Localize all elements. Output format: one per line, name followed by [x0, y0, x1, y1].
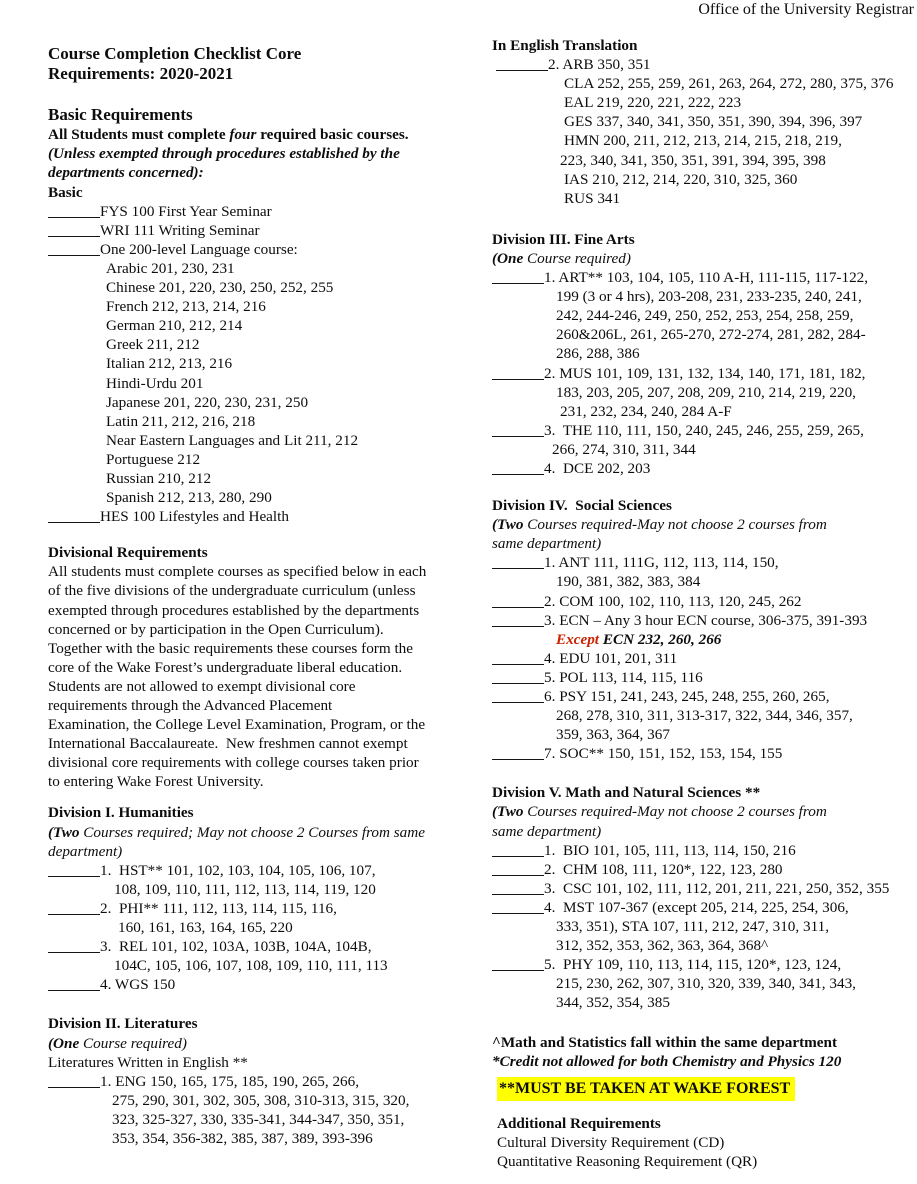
text-run: HMN 200, 211, 212, 213, 214, 215, 218, 219,	[564, 132, 842, 150]
blank-fill-line	[492, 746, 544, 760]
blank-fill-line	[492, 900, 544, 914]
text-line	[48, 803, 472, 822]
text-run: WRI 111 Writing Seminar	[100, 221, 260, 239]
text-run: 7. SOC** 150, 151, 152, 153, 154, 155	[544, 745, 783, 763]
text-line	[48, 354, 472, 373]
text-run: Division V. Math and Natural Sciences **	[492, 784, 761, 802]
text-line	[492, 630, 917, 649]
text-line	[492, 802, 917, 821]
text-run: All Students must complete	[48, 126, 230, 144]
text-line	[48, 202, 472, 221]
text-line	[492, 268, 917, 287]
text-run: 1. ANT 111, 111G, 112, 113, 114, 150,	[544, 554, 779, 572]
text-line	[48, 1053, 472, 1072]
text-run: Russian 210, 212	[106, 469, 212, 487]
text-line	[492, 725, 917, 744]
blank-fill-line	[492, 461, 544, 475]
text-run: 1. BIO 101, 105, 111, 113, 114, 150, 216	[544, 841, 796, 859]
text-run: 215, 230, 262, 307, 310, 320, 339, 340, 341, 343,	[556, 975, 856, 993]
text-run: 6. PSY 151, 241, 243, 245, 248, 255, 260, 265,	[544, 688, 830, 705]
text-run: 5. POL 113, 114, 115, 116	[544, 668, 703, 686]
text-line	[492, 955, 917, 974]
text-run: Basic	[48, 183, 83, 201]
text-line	[492, 860, 917, 879]
text-line	[48, 278, 472, 297]
text-run: In English Translation	[492, 37, 638, 54]
text-line	[48, 696, 472, 715]
text-run: 312, 352, 353, 362, 363, 364, 368^	[556, 937, 769, 955]
text-run: Course Completion Checklist Core	[48, 44, 302, 63]
text-line	[492, 74, 917, 93]
text-run: 260&206L, 261, 265-270, 272-274, 281, 282, 284-	[556, 326, 866, 344]
text-line	[492, 649, 917, 668]
text-line	[492, 421, 917, 440]
text-line	[48, 861, 472, 880]
text-run: ^Math and Statistics fall within the same department	[492, 1033, 838, 1051]
text-line	[492, 287, 917, 306]
text-line	[492, 151, 917, 170]
text-line	[492, 534, 917, 553]
blank-fill-line	[492, 689, 544, 703]
text-run: (Two	[492, 516, 524, 534]
text-run: ECN 232, 260, 266	[599, 630, 722, 648]
text-run: German 210, 212, 214	[106, 317, 243, 335]
text-line	[48, 823, 472, 842]
text-run: (One	[48, 1034, 80, 1052]
blank-fill-line	[492, 651, 544, 665]
blank-fill-line	[492, 555, 544, 569]
text-line	[48, 880, 472, 899]
left-column	[48, 44, 472, 1148]
division-4-social-sciences	[492, 496, 917, 763]
text-line	[48, 144, 472, 163]
text-line	[492, 706, 917, 725]
text-line	[48, 431, 472, 450]
text-run: Division II. Literatures	[48, 1015, 198, 1033]
text-line	[48, 772, 472, 791]
text-run: 2. CHM 108, 111, 120*, 122, 123, 280	[544, 860, 783, 878]
text-line	[48, 1034, 472, 1053]
text-line	[48, 543, 472, 562]
text-line	[492, 131, 917, 150]
text-run: 2. MUS 101, 109, 131, 132, 134, 140, 171, 181, 182,	[544, 364, 866, 382]
text-line	[48, 44, 472, 64]
text-run: Chinese 201, 220, 230, 250, 252, 255	[106, 279, 334, 297]
text-run: EAL 219, 220, 221, 222, 223	[564, 94, 742, 112]
text-line	[48, 469, 472, 488]
text-line	[48, 488, 472, 507]
division-5-math-natural-sciences	[492, 783, 917, 1012]
text-line	[48, 412, 472, 431]
text-run: (Two	[48, 823, 80, 841]
text-run: Examination, the College Level Examination, Program, or the	[48, 716, 426, 734]
text-run: HES 100 Lifestyles and Health	[100, 508, 289, 526]
text-line	[48, 507, 472, 526]
text-run: Except	[556, 630, 600, 648]
blank-fill-line	[48, 863, 100, 877]
blank-fill-line	[492, 881, 544, 895]
text-line	[48, 105, 472, 125]
text-run: 286, 288, 386	[556, 345, 640, 363]
text-run: exempted through procedures established by the departments	[48, 601, 420, 619]
text-line	[48, 1014, 472, 1033]
text-line	[492, 249, 917, 268]
text-run: Arabic 201, 230, 231	[106, 259, 235, 277]
text-run: Additional Requirements	[497, 1114, 661, 1132]
text-line	[48, 221, 472, 240]
text-line	[492, 1052, 917, 1071]
text-run: Basic Requirements	[48, 105, 193, 125]
text-run: 4. MST 107-367 (except 205, 214, 225, 254, 306,	[544, 898, 849, 916]
text-run: (One	[492, 249, 524, 267]
basic-requirements-section	[48, 105, 472, 526]
text-run: FYS 100 First Year Seminar	[100, 202, 272, 220]
text-run: same department)	[492, 535, 602, 553]
text-line	[492, 572, 917, 591]
text-line	[48, 163, 472, 182]
text-line	[48, 335, 472, 354]
text-line	[492, 189, 917, 208]
blank-fill-line	[48, 223, 100, 237]
text-line	[492, 841, 917, 860]
divisional-requirements-section	[48, 543, 472, 791]
text-run: Italian 212, 213, 216	[106, 355, 233, 373]
text-line	[48, 753, 472, 772]
text-run: 4. DCE 202, 203	[544, 459, 651, 477]
blank-fill-line	[492, 670, 544, 684]
text-line	[492, 974, 917, 993]
blank-fill-line	[492, 843, 544, 857]
text-line	[492, 592, 917, 611]
blank-fill-line	[48, 204, 100, 218]
text-line	[48, 64, 472, 84]
blank-fill-line	[492, 594, 544, 608]
text-line	[492, 822, 917, 841]
text-line	[492, 668, 917, 687]
text-run: Hindi-Urdu 201	[106, 374, 204, 392]
text-line	[48, 975, 472, 994]
text-run: 353, 354, 356-382, 385, 387, 389, 393-396	[112, 1129, 373, 1147]
text-run: International Baccalaureate. New freshmen cannot exempt	[48, 735, 408, 753]
text-run: Greek 211, 212	[106, 336, 200, 354]
text-run: to entering Wake Forest University.	[48, 773, 264, 791]
text-run: 199 (3 or 4 hrs), 203-208, 231, 233-235, 240, 241,	[556, 288, 862, 306]
text-line	[492, 230, 917, 249]
text-run: 4. EDU 101, 201, 311	[544, 649, 678, 667]
text-line	[492, 687, 917, 706]
text-line	[48, 842, 472, 861]
text-run: divisional core requirements with college courses taken prior	[48, 754, 419, 772]
text-line	[492, 993, 917, 1012]
text-run: of the five divisions of the undergraduate curriculum (unless	[48, 582, 416, 600]
text-run: 2. COM 100, 102, 110, 113, 120, 245, 262	[544, 592, 802, 610]
text-run: 108, 109, 110, 111, 112, 113, 114, 119, 120	[114, 880, 376, 898]
in-english-translation	[492, 36, 917, 208]
text-line	[492, 1079, 917, 1098]
text-run: All students must complete courses as specified below in each	[48, 563, 427, 581]
text-run: 190, 381, 382, 383, 384	[556, 573, 701, 591]
text-run: Division III. Fine Arts	[492, 230, 635, 248]
text-run: 333, 351), STA 107, 111, 212, 247, 310, 311,	[556, 918, 830, 936]
text-run: 2. ARB 350, 351	[548, 56, 651, 74]
wake-forest-note	[492, 1079, 917, 1098]
text-run: requirements through the Advanced Placement	[48, 697, 333, 714]
text-line	[492, 93, 917, 112]
text-run: 4. WGS 150	[100, 976, 176, 994]
additional-requirements	[492, 1114, 917, 1171]
text-run: core of the Wake Forest’s undergraduate liberal education.	[48, 658, 403, 676]
text-line	[48, 1072, 472, 1091]
text-run: department)	[48, 842, 123, 860]
text-run: Quantitative Reasoning Requirement (QR)	[497, 1152, 758, 1170]
text-run: Near Eastern Languages and Lit 211, 212	[106, 431, 359, 449]
text-line	[48, 658, 472, 677]
text-line	[48, 734, 472, 753]
text-line	[492, 1033, 917, 1052]
blank-fill-line	[48, 939, 100, 953]
text-line	[48, 581, 472, 600]
text-run: RUS 341	[564, 189, 621, 207]
text-run: *Credit not allowed for both Chemistry and Physics 120	[492, 1052, 842, 1070]
text-run: Courses required-May not choose 2 courses from	[523, 803, 827, 821]
text-run: 3. THE 110, 111, 150, 240, 245, 246, 255, 259, 265,	[544, 421, 864, 439]
text-line	[48, 715, 472, 734]
text-line	[492, 170, 917, 189]
document-title	[48, 44, 472, 84]
text-run: Division IV. Social Sciences	[492, 497, 672, 515]
text-line	[48, 1091, 472, 1110]
text-run: required basic courses.	[256, 126, 409, 144]
text-line	[492, 515, 917, 534]
text-run: Requirements: 2020-2021	[48, 64, 234, 84]
text-line	[48, 937, 472, 956]
text-run: 266, 274, 310, 311, 344	[552, 440, 696, 458]
text-run: 242, 244-246, 249, 250, 252, 253, 254, 258, 259,	[556, 307, 854, 325]
text-line	[48, 1110, 472, 1129]
blank-fill-line	[492, 957, 544, 971]
text-run: Courses required; May not choose 2 Courses from same	[79, 823, 425, 841]
text-run: concerned or by participation in the Open Curriculum).	[48, 620, 384, 638]
text-line	[492, 936, 917, 955]
blank-fill-line	[492, 423, 544, 437]
text-run: Courses required-May not choose 2 courses from	[523, 516, 827, 534]
text-line	[492, 36, 917, 55]
text-line	[48, 393, 472, 412]
text-run: Latin 211, 212, 216, 218	[106, 412, 256, 430]
text-run: 275, 290, 301, 302, 305, 308, 310-313, 315, 320,	[112, 1091, 410, 1109]
text-line	[492, 611, 917, 630]
text-line	[48, 240, 472, 259]
text-run: departments concerned):	[48, 164, 204, 182]
text-run: 104C, 105, 106, 107, 108, 109, 110, 111, 113	[114, 957, 388, 975]
footnotes	[492, 1033, 917, 1071]
text-line	[492, 744, 917, 763]
text-line	[48, 918, 472, 937]
blank-fill-line	[48, 1074, 100, 1088]
text-run: Division I. Humanities	[48, 804, 194, 822]
text-line	[48, 450, 472, 469]
text-line	[48, 562, 472, 581]
registrar-header: Office of the University Registrar	[698, 1, 914, 18]
blank-fill-line	[492, 862, 544, 876]
text-run: 1. ENG 150, 165, 175, 185, 190, 265, 266,	[100, 1072, 360, 1090]
text-line	[48, 677, 472, 696]
text-line	[492, 112, 917, 131]
text-line	[492, 1114, 917, 1133]
text-line	[492, 383, 917, 402]
blank-fill-line	[492, 270, 544, 284]
text-run: 183, 203, 205, 207, 208, 209, 210, 214, 219, 220,	[556, 383, 856, 401]
blank-fill-line	[496, 57, 548, 71]
text-line	[48, 639, 472, 658]
text-run: CLA 252, 255, 259, 261, 263, 264, 272, 280, 375, 376	[564, 75, 894, 93]
blank-fill-line	[48, 977, 100, 991]
text-line	[492, 1133, 917, 1152]
text-line	[48, 899, 472, 918]
text-run: (Unless exempted through procedures established by the	[48, 145, 400, 163]
text-line	[48, 125, 472, 144]
text-run: 3. ECN – Any 3 hour ECN course, 306-375, 391-393	[544, 611, 868, 629]
text-line	[492, 402, 917, 421]
blank-fill-line	[48, 242, 100, 256]
text-line	[492, 898, 917, 917]
text-run: 1. ART** 103, 104, 105, 110 A-H, 111-115, 117-122,	[544, 269, 869, 287]
text-line	[492, 459, 917, 478]
text-run: 5. PHY 109, 110, 113, 114, 115, 120*, 123, 124,	[544, 956, 842, 974]
text-run: same department)	[492, 822, 602, 840]
text-run: Spanish 212, 213, 280, 290	[106, 489, 272, 507]
text-line	[492, 496, 917, 515]
blank-fill-line	[492, 613, 544, 627]
text-run: 344, 352, 354, 385	[556, 994, 670, 1012]
text-line	[492, 1152, 917, 1171]
text-run: Japanese 201, 220, 230, 231, 250	[106, 393, 309, 411]
highlight-note: **MUST BE TAKEN AT WAKE FOREST	[497, 1077, 795, 1101]
text-run: Course required)	[523, 249, 631, 267]
text-run: 160, 161, 163, 164, 165, 220	[118, 919, 293, 937]
blank-fill-line	[48, 509, 100, 523]
text-run: GES 337, 340, 341, 350, 351, 390, 394, 396, 397	[564, 113, 863, 131]
text-run: 231, 232, 234, 240, 284 A-F	[560, 402, 732, 420]
text-line	[48, 297, 472, 316]
text-run: Course required)	[79, 1034, 187, 1052]
text-run: Portuguese 212	[106, 450, 201, 468]
division-1-humanities	[48, 803, 472, 994]
division-2-literatures	[48, 1014, 472, 1148]
blank-fill-line	[492, 366, 544, 380]
text-run: Literatures Written in English **	[48, 1053, 248, 1071]
text-line	[48, 259, 472, 278]
text-run: four	[229, 126, 257, 144]
text-run: (Two	[492, 803, 524, 821]
text-line	[492, 364, 917, 383]
text-run: 323, 325-327, 330, 335-341, 344-347, 350, 351,	[112, 1110, 405, 1128]
text-line	[48, 956, 472, 975]
text-run: One 200-level Language course:	[100, 240, 298, 258]
text-line	[48, 1129, 472, 1148]
text-run: Cultural Diversity Requirement (CD)	[497, 1133, 725, 1151]
right-column	[492, 36, 917, 1171]
text-line	[492, 879, 917, 898]
text-line	[492, 917, 917, 936]
text-line	[48, 374, 472, 393]
text-run: 268, 278, 310, 311, 313-317, 322, 344, 346, 357,	[556, 707, 853, 725]
text-line	[48, 620, 472, 639]
text-line	[48, 316, 472, 335]
text-run: 3. CSC 101, 102, 111, 112, 201, 211, 221, 250, 352, 355	[544, 879, 890, 897]
text-line	[492, 783, 917, 802]
text-line	[48, 183, 472, 202]
text-run: Divisional Requirements	[48, 544, 208, 562]
text-run: 359, 363, 364, 367	[556, 726, 670, 744]
text-line	[492, 553, 917, 572]
text-line	[492, 325, 917, 344]
text-run: French 212, 213, 214, 216	[106, 298, 266, 316]
text-run: 2. PHI** 111, 112, 113, 114, 115, 116,	[100, 899, 337, 917]
text-line	[492, 440, 917, 459]
division-3-fine-arts	[492, 230, 917, 478]
text-run: Together with the basic requirements these courses form the	[48, 639, 414, 657]
text-line	[492, 306, 917, 325]
text-line	[48, 601, 472, 620]
text-run: IAS 210, 212, 214, 220, 310, 325, 360	[564, 170, 798, 188]
text-run: Students are not allowed to exempt divisional core	[48, 677, 356, 695]
text-line	[492, 344, 917, 363]
blank-fill-line	[48, 901, 100, 915]
text-run: 3. REL 101, 102, 103A, 103B, 104A, 104B,	[100, 938, 372, 956]
text-run: 1. HST** 101, 102, 103, 104, 105, 106, 107,	[100, 861, 376, 879]
text-run: 223, 340, 341, 350, 351, 391, 394, 395, 398	[560, 151, 826, 169]
text-line	[492, 55, 917, 74]
